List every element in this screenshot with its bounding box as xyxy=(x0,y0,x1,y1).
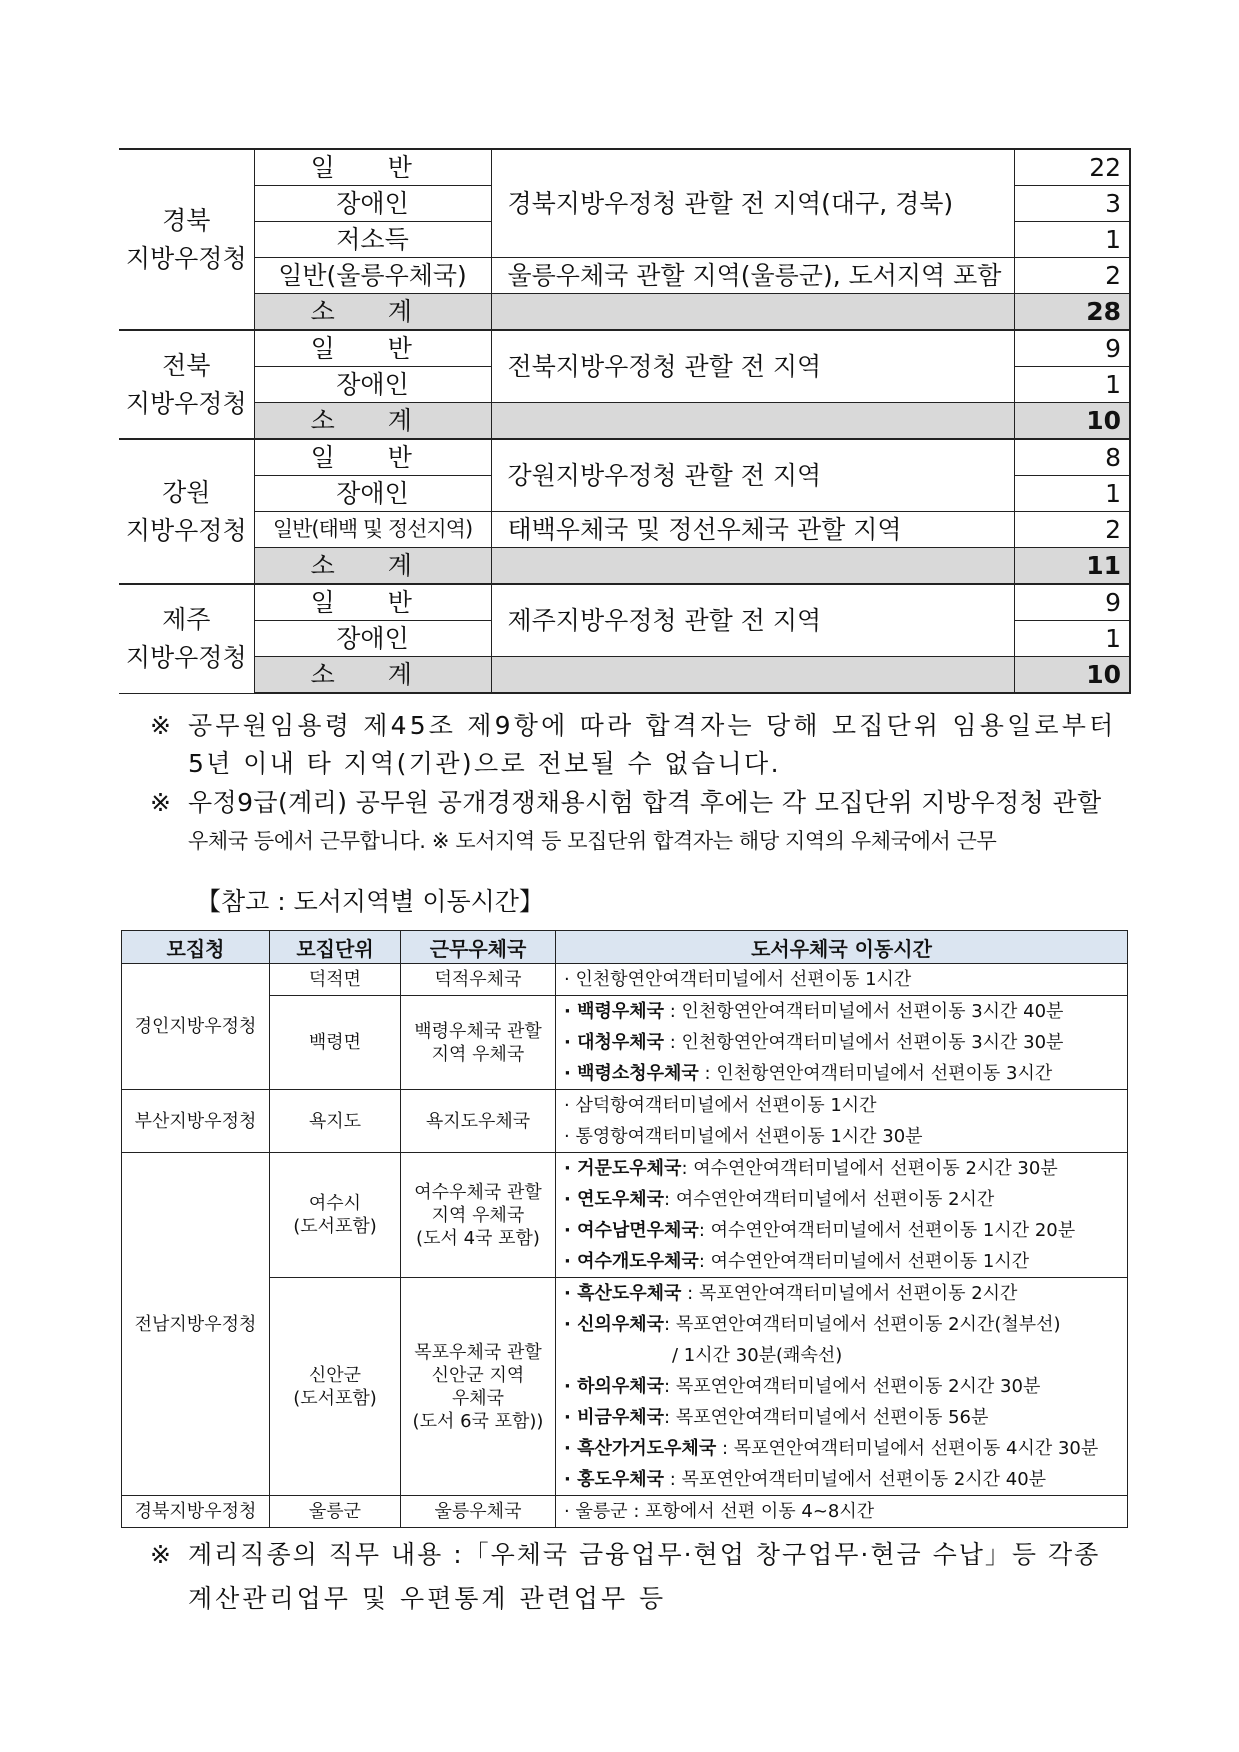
travel-line: · 홍도우체국 : 목포연안여객터미널에서 선편이동 2시간 40분 xyxy=(564,1469,1047,1490)
duty-note xyxy=(150,1537,1130,1617)
unit-cell: 저소득 xyxy=(254,222,491,258)
subtotal-blank xyxy=(491,403,1014,440)
travel-cell xyxy=(556,996,1128,1090)
note-line: 계리직종의 직무 내용 :「우체국 금융업무·현업 창구업무·현금 수납」등 각종 xyxy=(188,1540,1101,1569)
region-name: 전북 지방우정청 xyxy=(119,330,254,439)
count-cell: 8 xyxy=(1014,439,1130,476)
count-cell: 1 xyxy=(1014,476,1130,512)
count-cell: 22 xyxy=(1014,149,1130,186)
unit-cell: 일 반 xyxy=(254,149,491,186)
travel-line: · 백령소청우체국 : 인천항연안여객터미널에서 선편이동 3시간 xyxy=(564,1063,1053,1084)
count-cell: 3 xyxy=(1014,186,1130,222)
region-name: 경북 지방우정청 xyxy=(119,149,254,330)
travel-line: · 여수남면우체국: 여수연안여객터미널에서 선편이동 1시간 20분 xyxy=(564,1220,1076,1241)
column-header: 모집단위 xyxy=(270,931,401,964)
travel-line: · 신의우체국: 목포연안여객터미널에서 선편이동 2시간(철부선) xyxy=(564,1314,1061,1335)
unit-cell: 울릉군 xyxy=(270,1496,401,1528)
island-travel-table xyxy=(121,930,1128,1528)
unit-cell: 장애인 xyxy=(254,367,491,403)
unit-cell: 일 반 xyxy=(254,439,491,476)
subtotal-label: 소 계 xyxy=(254,403,491,440)
column-header: 도서우체국 이동시간 xyxy=(556,931,1128,964)
agency-cell: 전남지방우정청 xyxy=(122,1153,270,1496)
office-cell: 울릉우체국 xyxy=(401,1496,556,1528)
area-cell: 제주지방우정청 관할 전 지역 xyxy=(491,584,1014,657)
subtotal-label: 소 계 xyxy=(254,657,491,694)
subtotal-count: 28 xyxy=(1014,294,1130,331)
count-cell: 9 xyxy=(1014,584,1130,621)
office-cell: 덕적우체국 xyxy=(401,964,556,996)
subtotal-row xyxy=(119,548,1130,585)
travel-line: · 하의우체국: 목포연안여객터미널에서 선편이동 2시간 30분 xyxy=(564,1376,1041,1397)
office-cell: 여수우체국 관할 지역 우체국 (도서 4국 포함) xyxy=(401,1153,556,1278)
travel-line: · 삼덕항여객터미널에서 선편이동 1시간 xyxy=(564,1095,877,1116)
unit-cell: 일 반 xyxy=(254,330,491,367)
recruitment-table xyxy=(119,148,1131,694)
travel-line: · 백령우체국 : 인천항연안여객터미널에서 선편이동 3시간 40분 xyxy=(564,1001,1064,1022)
table-row xyxy=(122,1496,1128,1528)
table-row xyxy=(122,1278,1128,1496)
area-cell: 태백우체국 및 정선우체국 관할 지역 xyxy=(491,512,1014,548)
table-row xyxy=(119,584,1130,621)
table-row xyxy=(122,1090,1128,1153)
travel-cell xyxy=(556,1090,1128,1153)
subtotal-row xyxy=(119,294,1130,331)
travel-line: · 대청우체국 : 인천항연안여객터미널에서 선편이동 3시간 30분 xyxy=(564,1032,1064,1053)
travel-line: · 통영항여객터미널에서 선편이동 1시간 30분 xyxy=(564,1126,923,1147)
area-cell: 경북지방우정청 관할 전 지역(대구, 경북) xyxy=(491,149,1014,258)
travel-cell xyxy=(556,1153,1128,1278)
unit-cell: 장애인 xyxy=(254,476,491,512)
travel-cell xyxy=(556,1496,1128,1528)
table-row xyxy=(122,964,1128,996)
travel-line: · 비금우체국: 목포연안여객터미널에서 선편이동 56분 xyxy=(564,1407,989,1428)
area-cell: 전북지방우정청 관할 전 지역 xyxy=(491,330,1014,403)
note-line: 계산관리업무 및 우편통계 관련업무 등 xyxy=(188,1584,667,1613)
travel-line: · 거문도우체국: 여수연안여객터미널에서 선편이동 2시간 30분 xyxy=(564,1158,1058,1179)
subtotal-blank xyxy=(491,548,1014,585)
note-line: 공무원임용령 제45조 제9항에 따라 합격자는 당해 모집단위 임용일로부터 xyxy=(188,711,1117,740)
column-header: 모집청 xyxy=(122,931,270,964)
reference-heading: 【참고 : 도서지역별 이동시간】 xyxy=(196,887,544,916)
agency-cell: 경인지방우정청 xyxy=(122,964,270,1090)
office-cell: 목포우체국 관할 신안군 지역 우체국 (도서 6국 포함)) xyxy=(401,1278,556,1496)
note-line: 5년 이내 타 지역(기관)으로 전보될 수 없습니다. xyxy=(188,749,781,778)
note-workplace xyxy=(150,785,1130,865)
travel-cell xyxy=(556,964,1128,996)
travel-line: / 1시간 30분(쾌속선) xyxy=(672,1345,843,1366)
area-cell: 강원지방우정청 관할 전 지역 xyxy=(491,439,1014,512)
agency-cell: 부산지방우정청 xyxy=(122,1090,270,1153)
unit-cell: 덕적면 xyxy=(270,964,401,996)
travel-cell xyxy=(556,1278,1128,1496)
travel-line: · 연도우체국: 여수연안여객터미널에서 선편이동 2시간 xyxy=(564,1189,995,1210)
count-cell: 9 xyxy=(1014,330,1130,367)
unit-cell: 일 반 xyxy=(254,584,491,621)
office-cell: 욕지도우체국 xyxy=(401,1090,556,1153)
travel-line: · 여수개도우체국: 여수연안여객터미널에서 선편이동 1시간 xyxy=(564,1251,1030,1272)
unit-cell: 백령면 xyxy=(270,996,401,1090)
count-cell: 2 xyxy=(1014,512,1130,548)
table-row xyxy=(119,512,1130,548)
subtotal-label: 소 계 xyxy=(254,294,491,331)
table-row xyxy=(119,149,1130,186)
subtotal-blank xyxy=(491,294,1014,331)
note-line: 우정9급(계리) 공무원 공개경쟁채용시험 합격 후에는 각 모집단위 지방우정청 관할 xyxy=(188,788,1102,817)
note-line: 우체국 등에서 근무합니다. ※ 도서지역 등 모집단위 합격자는 해당 지역의 우체국에서 근무 xyxy=(188,829,997,853)
unit-cell: 신안군 (도서포함) xyxy=(270,1278,401,1496)
travel-line: · 울릉군 : 포항에서 선편 이동 4~8시간 xyxy=(564,1501,875,1522)
agency-cell: 경북지방우정청 xyxy=(122,1496,270,1528)
subtotal-row xyxy=(119,403,1130,440)
travel-line: · 흑산도우체국 : 목포연안여객터미널에서 선편이동 2시간 xyxy=(564,1283,1018,1304)
subtotal-blank xyxy=(491,657,1014,694)
count-cell: 2 xyxy=(1014,258,1130,294)
unit-cell: 일반(울릉우체국) xyxy=(254,258,491,294)
region-name: 제주 지방우정청 xyxy=(119,584,254,693)
travel-line: · 인천항연안여객터미널에서 선편이동 1시간 xyxy=(564,969,912,990)
unit-cell: 장애인 xyxy=(254,621,491,657)
column-header: 근무우체국 xyxy=(401,931,556,964)
note-mark: ※ xyxy=(150,711,171,740)
unit-cell: 여수시 (도서포함) xyxy=(270,1153,401,1278)
unit-cell: 욕지도 xyxy=(270,1090,401,1153)
subtotal-count: 11 xyxy=(1014,548,1130,585)
subtotal-count: 10 xyxy=(1014,657,1130,694)
subtotal-count: 10 xyxy=(1014,403,1130,440)
region-name: 강원 지방우정청 xyxy=(119,439,254,584)
note-transfer xyxy=(150,708,1130,788)
table-row xyxy=(119,258,1130,294)
travel-line: · 흑산가거도우체국 : 목포연안여객터미널에서 선편이동 4시간 30분 xyxy=(564,1438,1099,1459)
subtotal-label: 소 계 xyxy=(254,548,491,585)
count-cell: 1 xyxy=(1014,367,1130,403)
table-row xyxy=(119,330,1130,367)
unit-cell: 일반(태백 및 정선지역) xyxy=(254,512,491,548)
table-row xyxy=(122,1153,1128,1278)
table-row xyxy=(122,996,1128,1090)
note-mark: ※ xyxy=(150,788,171,817)
office-cell: 백령우체국 관할 지역 우체국 xyxy=(401,996,556,1090)
count-cell: 1 xyxy=(1014,222,1130,258)
note-mark: ※ xyxy=(150,1540,171,1569)
header-row xyxy=(122,931,1128,964)
subtotal-row xyxy=(119,657,1130,694)
unit-cell: 장애인 xyxy=(254,186,491,222)
area-cell: 울릉우체국 관할 지역(울릉군), 도서지역 포함 xyxy=(491,258,1014,294)
table-row xyxy=(119,439,1130,476)
count-cell: 1 xyxy=(1014,621,1130,657)
